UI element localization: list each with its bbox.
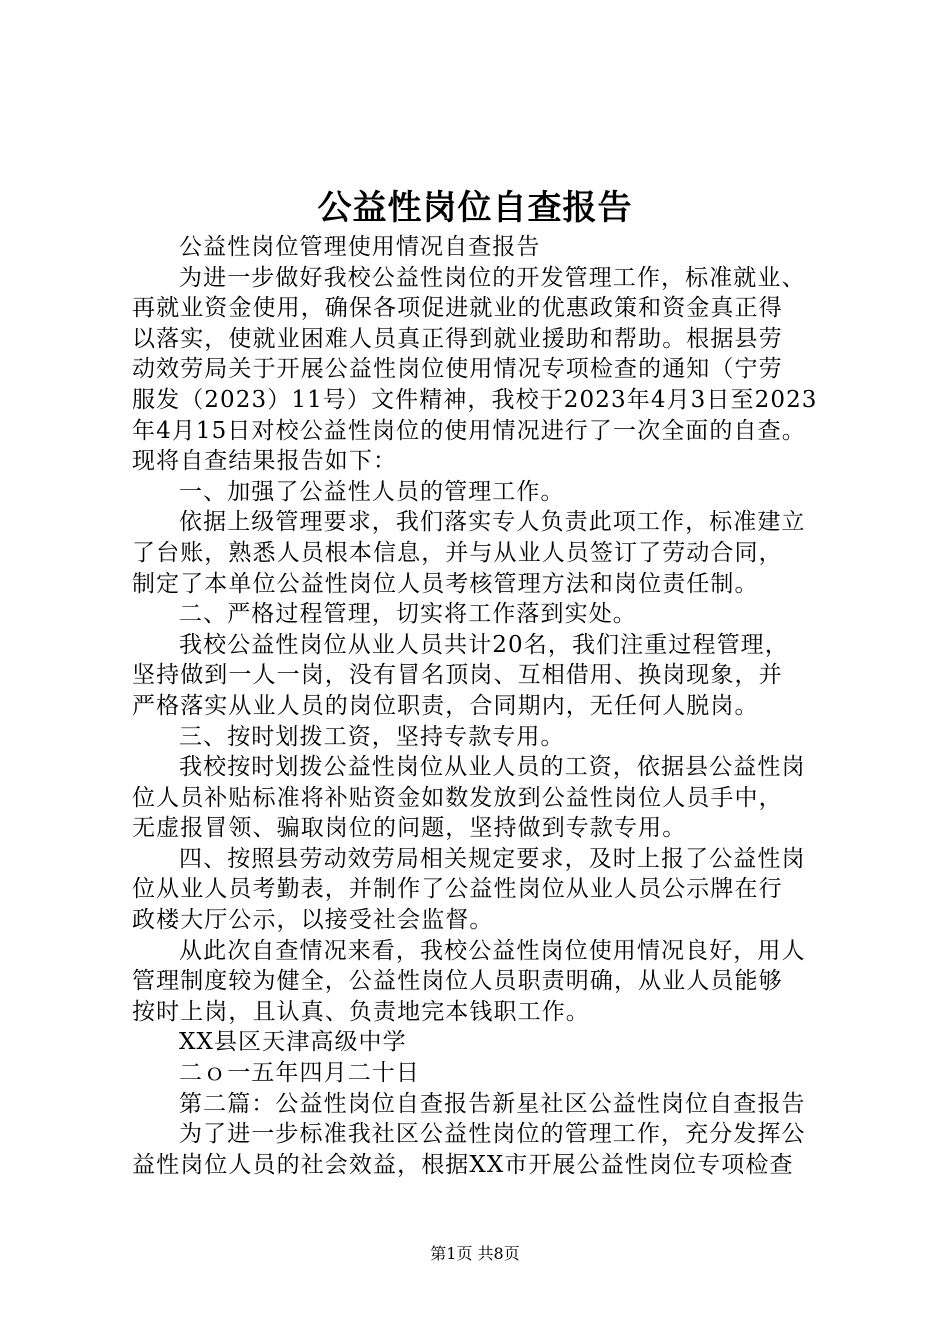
body-line: 现将自查结果报告如下：	[132, 448, 398, 475]
body-line: 服发（2023）11号）文件精神，我校于2023年4月3日至2023	[132, 386, 818, 413]
body-line: 无虚报冒领、骗取岗位的问题，坚持做到专款专用。	[132, 815, 687, 842]
body-line: 严格落实从业人员的岗位职责，合同期内，无任何人脱岗。	[132, 692, 759, 719]
body-line: 再就业资金使用，确保各项促进就业的优惠政策和资金真正得	[132, 295, 783, 322]
body-line: 一、加强了公益性人员的管理工作。	[179, 478, 565, 505]
body-line: 位人员补贴标准将补贴资金如数发放到公益性岗位人员手中，	[132, 784, 783, 811]
body-line: 年4月15日对校公益性岗位的使用情况进行了一次全面的自查。	[132, 417, 806, 444]
body-line: 我校按时划拨公益性岗位从业人员的工资，依据县公益性岗	[179, 754, 806, 781]
body-line: 管理制度较为健全，公益性岗位人员职责明确，从业人员能够	[132, 968, 783, 995]
body-line: 第二篇：公益性岗位自查报告新星社区公益性岗位自查报告	[179, 1090, 806, 1117]
body-line: 为了进一步标准我社区公益性岗位的管理工作，充分发挥公	[179, 1121, 806, 1148]
body-line: 动效劳局关于开展公益性岗位使用情况专项检查的通知（宁劳	[132, 356, 783, 383]
body-line: 从此次自查情况来看，我校公益性岗位使用情况良好，用人	[179, 937, 806, 964]
document-body	[132, 232, 832, 1180]
body-line: 为进一步做好我校公益性岗位的开发管理工作，标准就业、	[179, 264, 806, 291]
body-line: 公益性岗位管理使用情况自查报告	[179, 234, 541, 260]
body-line: 制定了本单位公益性岗位人员考核管理方法和岗位责任制。	[132, 570, 759, 597]
body-line: 依据上级管理要求，我们落实专人负责此项工作，标准建立	[179, 509, 806, 536]
body-line: 按时上岗，且认真、负责地完本钱职工作。	[132, 998, 590, 1025]
body-line: 二、严格过程管理，切实将工作落到实处。	[179, 601, 637, 628]
body-line: 三、按时划拨工资，坚持专款专用。	[179, 723, 565, 750]
body-line: 政楼大厅公示，以接受社会监督。	[132, 907, 494, 934]
body-line: 了台账，熟悉人员根本信息，并与从业人员签订了劳动合同，	[132, 539, 783, 566]
body-line: 二ｏ一五年四月二十日	[179, 1060, 420, 1087]
body-line: XX县区天津高级中学	[179, 1029, 407, 1056]
body-line: 我校公益性岗位从业人员共计20名，我们注重过程管理，	[179, 631, 789, 658]
page-footer: 第1页 共8页	[430, 1244, 520, 1263]
body-line: 以落实，使就业困难人员真正得到就业援助和帮助。根据县劳	[132, 325, 783, 352]
document-title: 公益性岗位自查报告	[317, 188, 633, 228]
body-line: 四、按照县劳动效劳局相关规定要求，及时上报了公益性岗	[179, 845, 806, 872]
body-line: 坚持做到一人一岗，没有冒名顶岗、互相借用、换岗现象，并	[132, 662, 783, 689]
body-line: 位从业人员考勤表，并制作了公益性岗位从业人员公示牌在行	[132, 876, 783, 903]
body-line: 益性岗位人员的社会效益，根据XX市开展公益性岗位专项检查	[132, 1151, 794, 1178]
